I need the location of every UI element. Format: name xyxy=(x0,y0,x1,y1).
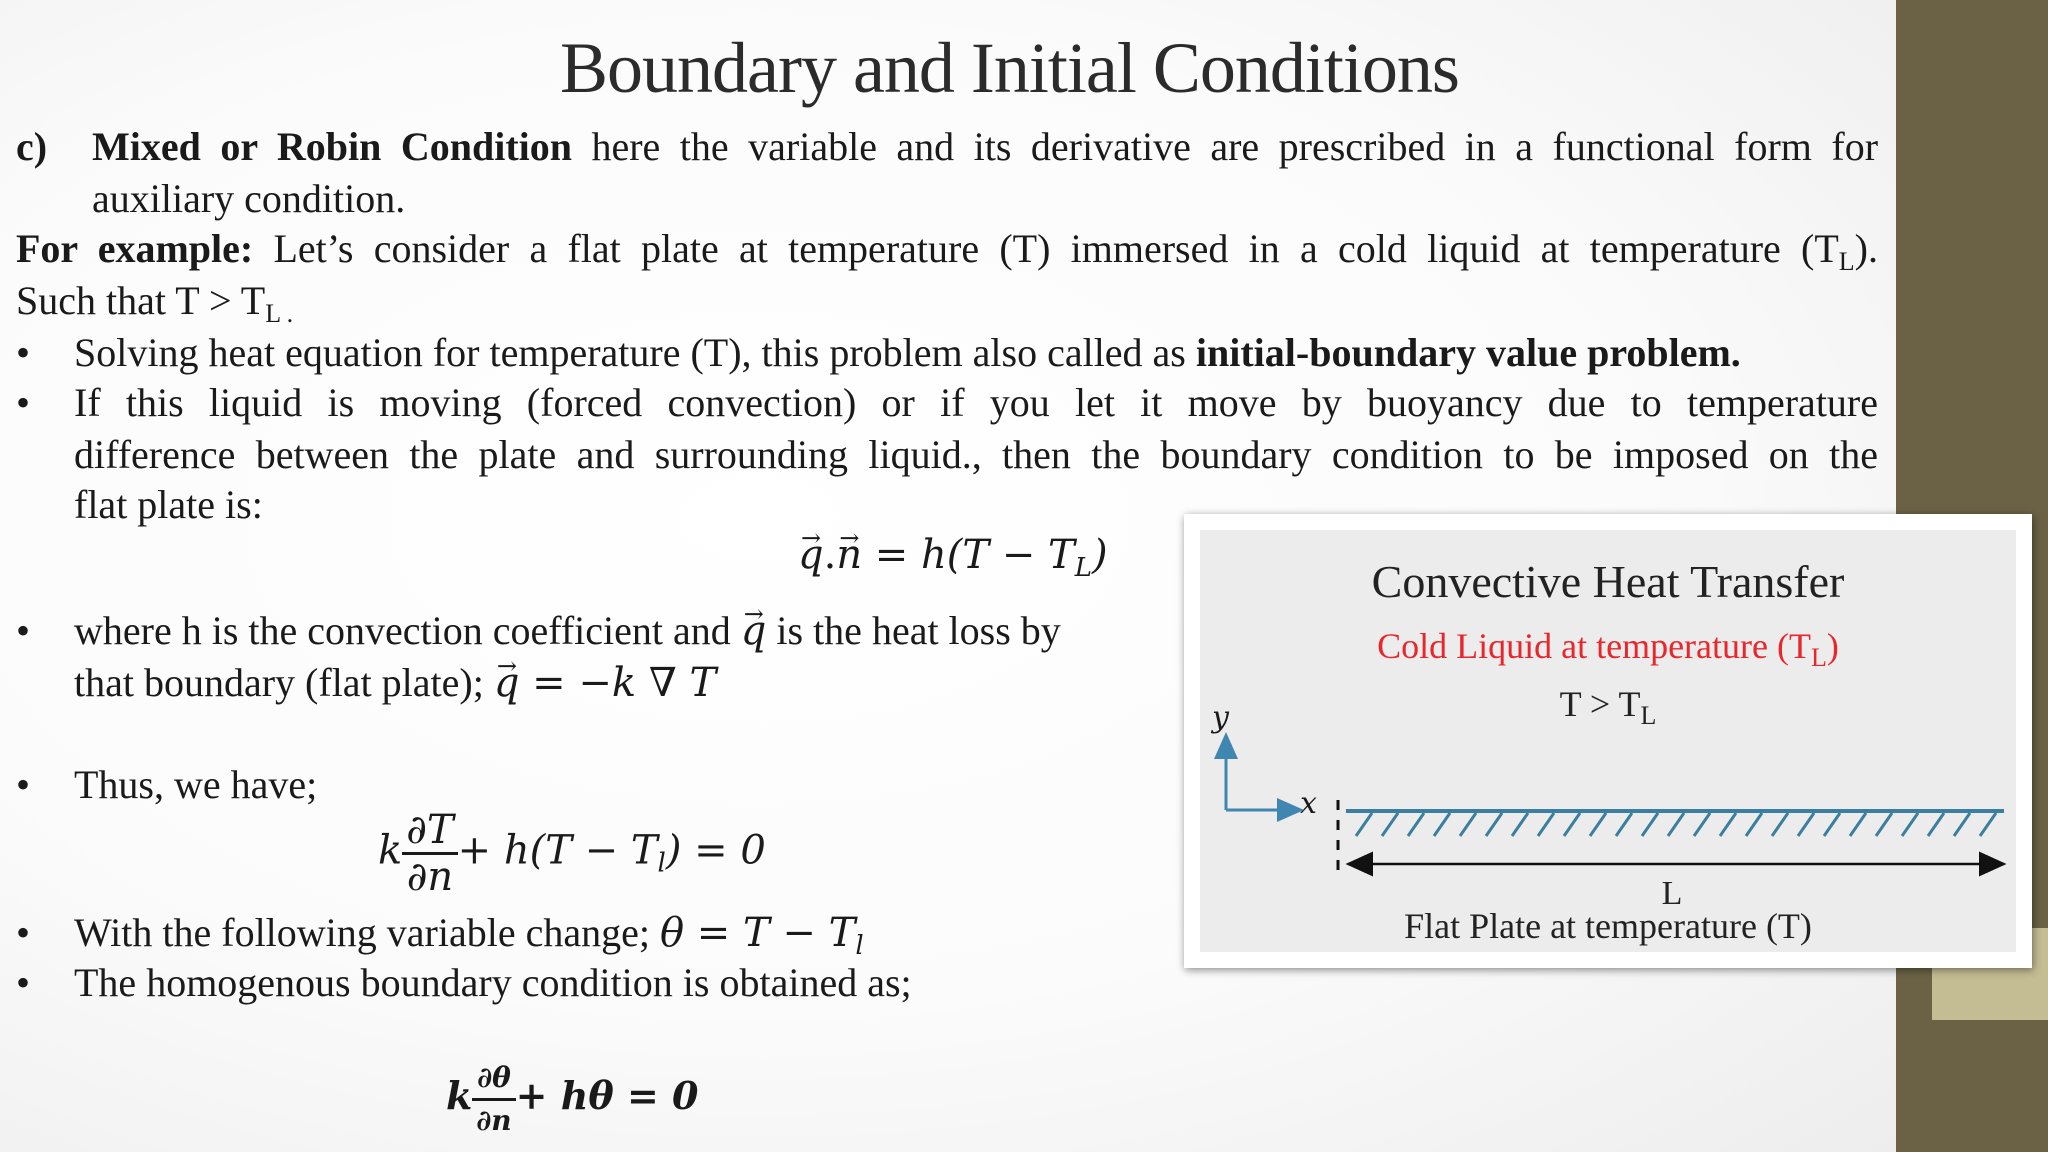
hatch-stroke xyxy=(1408,813,1424,836)
slide-title: Boundary and Initial Conditions xyxy=(560,28,1459,108)
bullet-2-line2: difference between the plate and surrounding liquid., then the boundary condition to be imposed on the xyxy=(74,432,1878,477)
hatch-stroke xyxy=(1824,813,1840,836)
y-axis-label: y xyxy=(1212,700,1229,735)
bullet-marker: • xyxy=(16,762,31,807)
q-vector-symbol: q → xyxy=(741,606,767,656)
item-marker: c) xyxy=(16,124,48,169)
robin-line1: Mixed or Robin Condition here the variable and its derivative are prescribed in a functional form for xyxy=(92,124,1879,169)
figure-title: Convective Heat Transfer xyxy=(1371,556,1845,607)
hatch-stroke xyxy=(1356,813,1372,836)
hatch-stroke xyxy=(1954,813,1970,836)
plate-hatching xyxy=(1356,813,1996,836)
hatch-stroke xyxy=(1798,813,1814,836)
bullet-2-line1: If this liquid is moving (forced convection) or if you let it move by buoyancy due to temperature xyxy=(74,380,1878,425)
hatch-stroke xyxy=(1590,813,1606,836)
equation-homogeneous: k $\frac{\partial\theta}{\partial n}$ + hθ = 0 xyxy=(446,1058,698,1141)
hatch-stroke xyxy=(1616,813,1632,836)
hatch-stroke xyxy=(1460,813,1476,836)
hatch-stroke xyxy=(1486,813,1502,836)
variable-change-equation: $\theta = T - T_l$ xyxy=(659,910,864,961)
length-label: L xyxy=(1661,875,1683,912)
hatch-stroke xyxy=(1902,813,1918,836)
equation-robin-flux: q →.n → = $h(T - T_L)$ xyxy=(798,530,1108,580)
robin-heading: Mixed or Robin Condition xyxy=(92,124,572,169)
hatch-stroke xyxy=(1538,813,1554,836)
bullet-2-line3: flat plate is: xyxy=(74,482,263,527)
hatch-stroke xyxy=(1512,813,1528,836)
example-label: For example: xyxy=(16,226,254,271)
bullet-3-line2: that boundary (flat plate); q → = −k ∇ T xyxy=(74,658,716,708)
convective-heat-figure xyxy=(1184,514,2032,968)
hatch-stroke xyxy=(1746,813,1762,836)
cold-liquid-label: Cold Liquid at temperature $(T_L)$ xyxy=(1377,626,1839,672)
bullet-3-line1: where h is the convection coefficient and q → is the heat loss by xyxy=(74,606,1061,656)
bullet-marker: • xyxy=(16,380,31,425)
bullet-1: Solving heat equation for temperature (T), this problem also called as initial-boundary value problem. xyxy=(74,330,1741,375)
plate-diagram xyxy=(1200,530,2016,952)
hatch-stroke xyxy=(1720,813,1736,836)
hatch-stroke xyxy=(1876,813,1892,836)
hatch-stroke xyxy=(1980,813,1996,836)
example-line1: For example: Let’s consider a flat plate at temperature (T) immersed in a cold liquid at temperature $(T_L)$. xyxy=(16,226,1878,276)
hatch-stroke xyxy=(1642,813,1658,836)
hatch-stroke xyxy=(1928,813,1944,836)
plate-label: Flat Plate at temperature (T) xyxy=(1404,906,1812,946)
figure-panel xyxy=(1200,530,2016,952)
robin-line2: auxiliary condition. xyxy=(92,176,406,221)
bullet-marker: • xyxy=(16,608,31,653)
hatch-stroke xyxy=(1382,813,1398,836)
hatch-stroke xyxy=(1668,813,1684,836)
bullet-marker: • xyxy=(16,910,31,955)
bullet-marker: • xyxy=(16,960,31,1005)
hatch-stroke xyxy=(1564,813,1580,836)
hatch-stroke xyxy=(1772,813,1788,836)
hatch-stroke xyxy=(1434,813,1450,836)
bullet-marker: • xyxy=(16,330,31,375)
example-line2: Such that $T > T_{L .}$ xyxy=(16,278,294,328)
bullet-6: The homogenous boundary condition is obtained as; xyxy=(74,960,912,1005)
hatch-stroke xyxy=(1850,813,1866,836)
x-axis-label: x xyxy=(1300,786,1317,821)
bullet-5: With the following variable change; $\theta = T - T_l$ xyxy=(74,910,864,961)
bullet-4: Thus, we have; xyxy=(74,762,318,807)
condition-label: $T > T_L$ xyxy=(1559,684,1657,730)
hatch-stroke xyxy=(1694,813,1710,836)
equation-robin-condition: k $\frac{\partial T}{\partial n}$ + $h(T - T_l) = 0$ xyxy=(378,807,766,900)
